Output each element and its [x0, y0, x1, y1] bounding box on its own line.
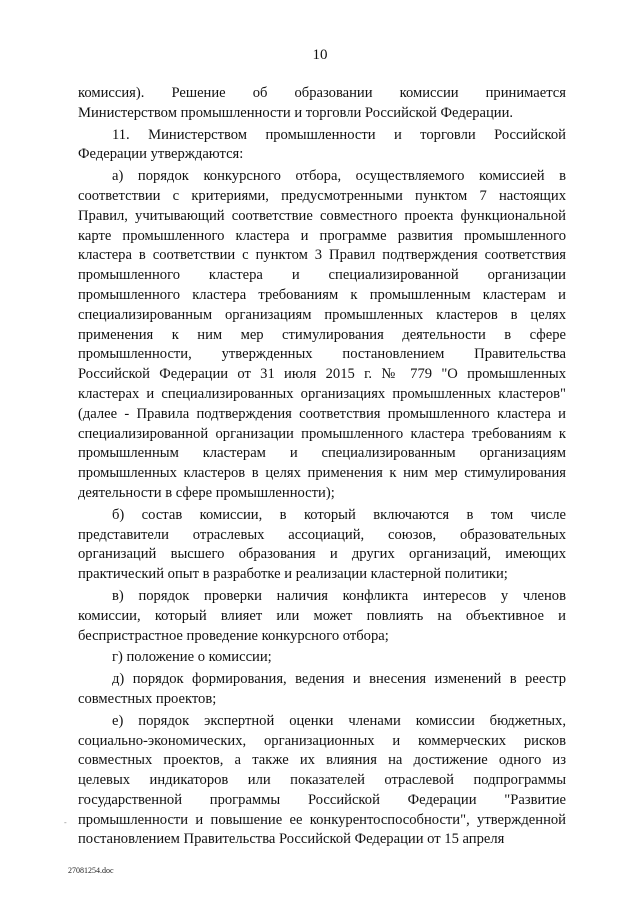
- text-line: а) порядок конкурсного отбора, осуществляемого комиссией в: [112, 168, 566, 185]
- text-line: целевых индикаторов или показателей отраслевой подпрограммы: [78, 772, 566, 789]
- text-line: в) порядок проверки наличия конфликта интересов у членов: [112, 587, 566, 604]
- text-line: применения к ним мер стимулирования деятельности в сфере: [78, 326, 566, 343]
- paragraph-pv: [78, 587, 566, 646]
- text-line: комиссия). Решение об образовании комиссии принимается: [78, 85, 566, 101]
- text-line: (далее - Правила подтверждения соответствия промышленного кластера и: [78, 405, 566, 422]
- text-line: б) состав комиссии, в который включаются в том числе: [112, 506, 566, 523]
- paragraph-p0: [78, 84, 566, 124]
- text-line: представители отраслевых ассоциаций, союзов, образовательных: [78, 526, 566, 543]
- paragraph-pg: [78, 648, 566, 668]
- text-line: комиссии, который влияет или может повлиять на объективное и: [78, 607, 566, 624]
- text-line: деятельности в сфере промышленности);: [78, 484, 335, 501]
- text-line: соответствии с критериями, предусмотренными пунктом 7 настоящих: [78, 187, 566, 204]
- text-line: е) порядок экспертной оценки членами комиссии бюджетных,: [112, 712, 566, 729]
- text-line: государственной программы Российской Федерации "Развитие: [78, 791, 566, 808]
- text-line: практический опыт в разработке и реализации кластерной политики;: [78, 566, 508, 583]
- text-line: г) положение о комиссии;: [112, 649, 272, 666]
- text-line: промышленности, утвержденных постановлением Правительства: [78, 346, 566, 363]
- paragraph-pe: [78, 712, 566, 851]
- text-line: постановлением Правительства Российской Федерации от 15 апреля: [78, 831, 505, 848]
- text-line: промышленности и повышение ее конкурентоспособности", утвержденной: [78, 811, 566, 828]
- margin-mark: -: [64, 818, 67, 827]
- paragraph-pa: [78, 167, 566, 504]
- footer-filename: 27081254.doc: [68, 866, 114, 875]
- paragraph-pd: [78, 670, 566, 710]
- text-line: специализированным организациям промышленных кластеров в целях: [78, 306, 566, 323]
- text-line: совместных проектов, а также их влияния на достижение одного из: [78, 752, 566, 769]
- text-line: организаций высшего образования и других организаций, имеющих: [78, 546, 566, 563]
- text-line: промышленным кластерам и специализированным организациям: [78, 445, 566, 462]
- text-line: Правил, учитывающий соответствие совместного проекта функциональной: [78, 207, 566, 224]
- text-line: промышленных кластеров в целях применения к ним мер стимулирования: [78, 465, 566, 482]
- text-line: кластера в соответствии с пунктом 3 Правил подтверждения соответствия: [78, 247, 566, 264]
- paragraph-p11: [78, 126, 566, 166]
- text-line: социально-экономических, организационных и коммерческих рисков: [78, 732, 566, 749]
- text-line: специализированной организации промышленного кластера требованиям к: [78, 425, 566, 442]
- text-line: карте промышленного кластера и программе развития промышленного: [78, 227, 566, 244]
- text-line: совместных проектов;: [78, 690, 217, 707]
- text-line: д) порядок формирования, ведения и внесения изменений в реестр: [112, 671, 566, 688]
- text-line: Министерством промышленности и торговли Российской Федерации.: [78, 104, 514, 121]
- text-line: кластерах и специализированных организациях промышленных кластеров": [78, 385, 566, 402]
- paragraph-pb: [78, 506, 566, 585]
- text-line: 11. Министерством промышленности и торговли Российской: [112, 126, 566, 143]
- text-line: промышленного кластера требованиям к промышленным кластерам и: [78, 286, 566, 303]
- document-body: [78, 84, 566, 850]
- text-line: Федерации утверждаются:: [78, 146, 244, 163]
- text-line: беспристрастное проведение конкурсного отбора;: [78, 627, 389, 644]
- text-line: Российской Федерации от 31 июля 2015 г. № 779 "О промышленных: [78, 366, 566, 383]
- page-number: 10: [312, 47, 328, 63]
- text-line: промышленного кластера и специализированной организации: [78, 267, 566, 284]
